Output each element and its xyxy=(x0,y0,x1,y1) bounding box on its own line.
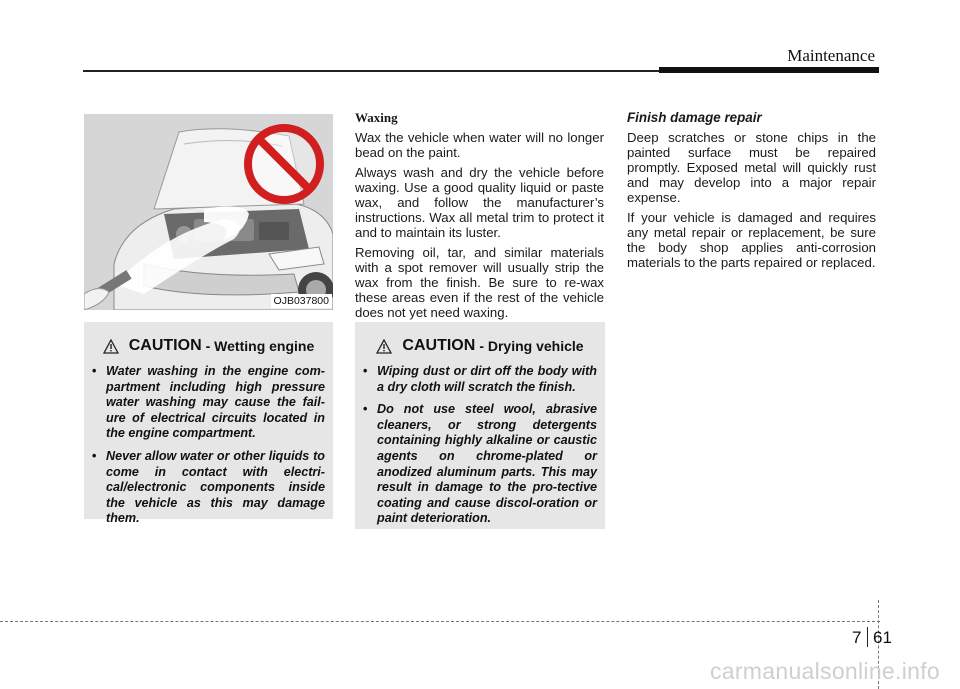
waxing-heading: Waxing xyxy=(355,110,398,125)
caution-word: CAUTION xyxy=(402,337,476,354)
caution-item: • Do not use steel wool, abrasive cleaners, or strong detergents containing highly alkaline or caustic agents on chrome-plated or anodized aluminum parts. This may result in damage to the pro-tective coating and cause discol-oration or paint deterioration. xyxy=(377,402,597,527)
waxing-paragraph: Always wash and dry the vehicle before waxing. Use a good quality liquid or paste wax, and follow the manufacturer’s instructions. Wax all metal trim to protect it and to maintain its luster. xyxy=(355,165,604,240)
finish-damage-heading: Finish damage repair xyxy=(627,110,762,125)
caution-wetting-engine-box xyxy=(84,322,333,526)
section-title: Maintenance xyxy=(787,46,875,65)
watermark: carmanualsonline.info xyxy=(709,658,940,684)
caution-item: • Wiping dust or dirt off the body with a dry cloth will scratch the finish. xyxy=(377,364,597,395)
chapter-number: 7 xyxy=(852,628,862,647)
caution-drying-vehicle-box xyxy=(355,322,605,529)
caution-header xyxy=(84,334,333,358)
finish-damage-paragraph: If your vehicle is damaged and requires any metal repair or replacement, be sure the body shop applies anti-corrosion materials to the parts repaired or replaced. xyxy=(627,210,876,270)
footer-rule xyxy=(0,621,880,622)
engine-wash-illustration xyxy=(84,114,333,310)
warning-triangle-icon xyxy=(376,339,392,354)
caution-list xyxy=(84,358,333,527)
waxing-section xyxy=(355,110,604,325)
finish-damage-paragraph: Deep scratches or stone chips in the painted surface must be repaired promptly. Exposed metal will quickly rust and may develop into a major repair expense. xyxy=(627,130,876,205)
header-rule xyxy=(83,70,659,72)
caution-header xyxy=(355,334,605,358)
caution-item: • Water washing in the engine com-partment including high pressure water washing may cause the fail-ure of electrical circuits located in the engine compartment. xyxy=(106,364,325,442)
finish-damage-section xyxy=(627,110,876,275)
caution-item: • Never allow water or other liquids to come in contact with electri-cal/electronic components inside the vehicle as this may damage them. xyxy=(106,449,325,527)
waxing-paragraph: Removing oil, tar, and similar materials with a spot remover will usually strip the wax from the finish. Be sure to re-wax these areas even if the rest of the vehicle does not yet need waxing. xyxy=(355,245,604,320)
engine-wash-drawing xyxy=(84,114,333,310)
header-rule-accent xyxy=(659,67,879,73)
warning-triangle-icon xyxy=(103,339,119,354)
caution-list xyxy=(355,358,605,527)
figure-label: OJB037800 xyxy=(271,294,332,308)
caution-word: CAUTION xyxy=(128,337,202,354)
page-number: 61 xyxy=(873,628,892,647)
caution-subtitle: - Wetting engine xyxy=(205,338,315,354)
waxing-paragraph: Wax the vehicle when water will no longer bead on the paint. xyxy=(355,130,604,160)
page-number-separator xyxy=(867,627,868,647)
caution-subtitle: - Drying vehicle xyxy=(479,338,584,354)
